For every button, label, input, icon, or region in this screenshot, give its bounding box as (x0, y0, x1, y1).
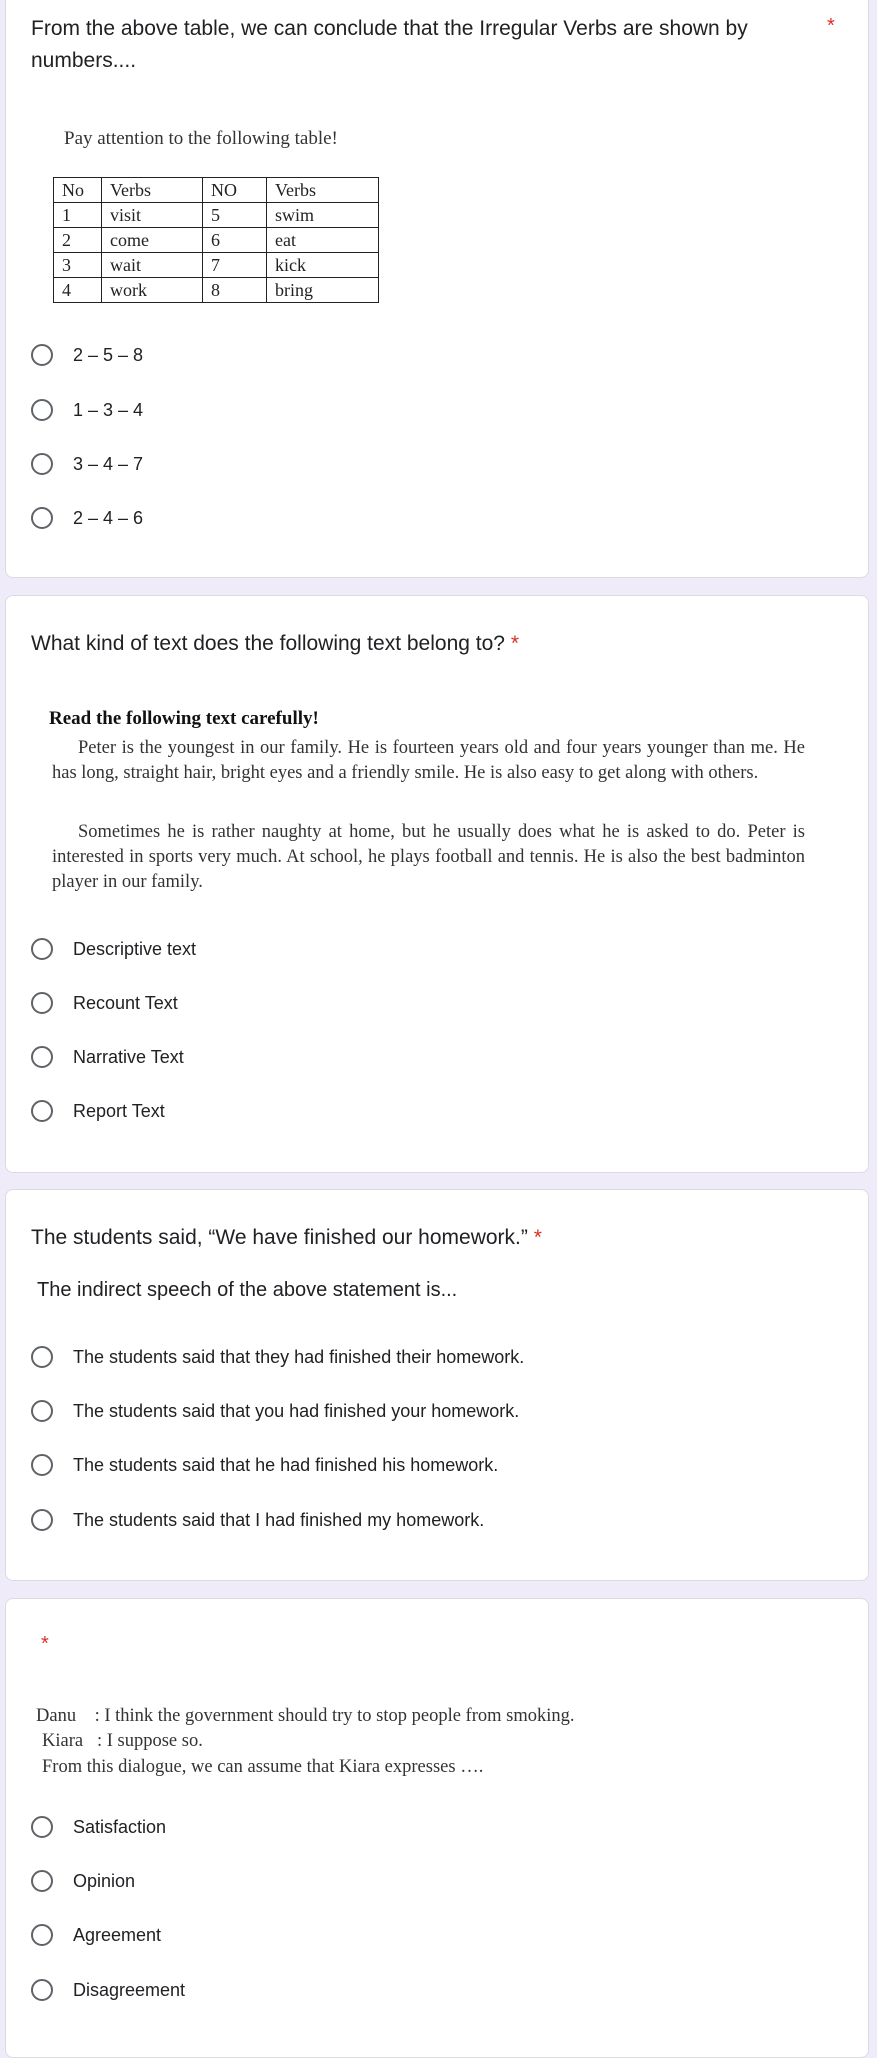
radio-option[interactable] (31, 1502, 484, 1538)
question-3-title (31, 1222, 542, 1254)
radio-option[interactable] (31, 392, 143, 428)
option-label: 1 – 3 – 4 (73, 399, 144, 420)
radio-option[interactable] (31, 1863, 135, 1899)
radio-button-icon[interactable] (31, 399, 53, 421)
question-3-description: The indirect speech of the above statement is... (37, 1279, 458, 1301)
option-label: 2 – 5 – 8 (73, 344, 144, 365)
table-row (54, 228, 379, 253)
required-asterisk: * (41, 1633, 49, 1655)
question-1-title (31, 13, 791, 77)
radio-option[interactable] (31, 1809, 166, 1845)
table-header-cell: NO (203, 178, 267, 203)
radio-option[interactable] (31, 1447, 498, 1483)
option-label: 2 – 4 – 6 (73, 507, 144, 528)
radio-button-icon[interactable] (31, 938, 53, 960)
question-1-title-text: From the above table, we can conclude that the Irregular Verbs are shown by numbers.... (31, 17, 748, 72)
radio-option[interactable] (31, 1339, 524, 1375)
option-label: The students said that they had finished their homework. (73, 1346, 525, 1367)
required-asterisk: * (827, 15, 835, 37)
table-cell: eat (267, 228, 379, 253)
reading-paragraph-1: Peter is the youngest in our family. He is fourteen years old and four years younger than me. He has long, straight hair, bright eyes and a friendly smile. He is also easy to get along with others. (52, 738, 805, 783)
option-label: The students said that he had finished his homework. (73, 1454, 499, 1475)
radio-button-icon[interactable] (31, 1454, 53, 1476)
table-header-cell: Verbs (102, 178, 203, 203)
radio-option[interactable] (31, 1393, 519, 1429)
table-row (54, 253, 379, 278)
option-label: The students said that I had finished my homework. (73, 1509, 485, 1530)
radio-option[interactable] (31, 337, 143, 373)
table-header-cell: Verbs (267, 178, 379, 203)
option-label: Descriptive text (73, 938, 197, 959)
radio-option[interactable] (31, 931, 196, 967)
table-cell: 7 (203, 253, 267, 278)
table-header-cell: No (54, 178, 102, 203)
question-2-title (31, 628, 519, 660)
required-asterisk: * (533, 1226, 542, 1249)
option-label: Opinion (73, 1870, 136, 1891)
radio-button-icon[interactable] (31, 507, 53, 529)
table-row (54, 278, 379, 303)
radio-option[interactable] (31, 985, 178, 1021)
table-cell: bring (267, 278, 379, 303)
option-label: Satisfaction (73, 1816, 167, 1837)
option-label: Report Text (73, 1100, 165, 1121)
radio-option[interactable] (31, 446, 143, 482)
radio-button-icon[interactable] (31, 1924, 53, 1946)
radio-button-icon[interactable] (31, 1346, 53, 1368)
option-label: Narrative Text (73, 1046, 184, 1067)
table-cell: 8 (203, 278, 267, 303)
radio-button-icon[interactable] (31, 1870, 53, 1892)
question-3-title-text: The students said, “We have finished our homework.” (31, 1226, 528, 1249)
table-cell: 1 (54, 203, 102, 228)
radio-button-icon[interactable] (31, 344, 53, 366)
radio-option[interactable] (31, 500, 143, 536)
dialogue-line-2: Kiara : I suppose so. (42, 1731, 203, 1751)
radio-button-icon[interactable] (31, 1046, 53, 1068)
radio-button-icon[interactable] (31, 453, 53, 475)
question-2-title-text: What kind of text does the following text belong to? (31, 632, 505, 655)
dialogue-question: From this dialogue, we can assume that Kiara expresses …. (42, 1757, 484, 1777)
required-asterisk: * (510, 632, 519, 655)
radio-button-icon[interactable] (31, 1979, 53, 2001)
table-cell: visit (102, 203, 203, 228)
radio-button-icon[interactable] (31, 1509, 53, 1531)
radio-option[interactable] (31, 1972, 185, 2008)
table-row (54, 203, 379, 228)
radio-button-icon[interactable] (31, 992, 53, 1014)
question-1-image-heading: Pay attention to the following table! (64, 128, 338, 149)
option-label: Recount Text (73, 992, 178, 1013)
option-label: 3 – 4 – 7 (73, 453, 144, 474)
table-cell: 3 (54, 253, 102, 278)
table-cell: kick (267, 253, 379, 278)
table-cell: 5 (203, 203, 267, 228)
option-label: The students said that you had finished your homework. (73, 1400, 520, 1421)
reading-paragraph-2: Sometimes he is rather naughty at home, but he usually does what he is asked to do. Peter is interested in sports very much. At school, he plays football and tennis. He is also the best badminton player in our family. (52, 822, 805, 892)
table-cell: 4 (54, 278, 102, 303)
radio-button-icon[interactable] (31, 1100, 53, 1122)
verbs-table (53, 177, 379, 303)
table-cell: 2 (54, 228, 102, 253)
table-cell: wait (102, 253, 203, 278)
table-cell: work (102, 278, 203, 303)
table-cell: come (102, 228, 203, 253)
radio-button-icon[interactable] (31, 1816, 53, 1838)
radio-option[interactable] (31, 1093, 165, 1129)
question-2-image-heading: Read the following text carefully! (49, 708, 319, 729)
table-cell: 6 (203, 228, 267, 253)
radio-button-icon[interactable] (31, 1400, 53, 1422)
option-label: Agreement (73, 1924, 162, 1945)
option-label: Disagreement (73, 1979, 186, 2000)
radio-option[interactable] (31, 1039, 184, 1075)
radio-option[interactable] (31, 1917, 161, 1953)
table-cell: swim (267, 203, 379, 228)
table-header-row (54, 178, 379, 203)
dialogue-line-1: Danu : I think the government should try to stop people from smoking. (36, 1706, 575, 1726)
